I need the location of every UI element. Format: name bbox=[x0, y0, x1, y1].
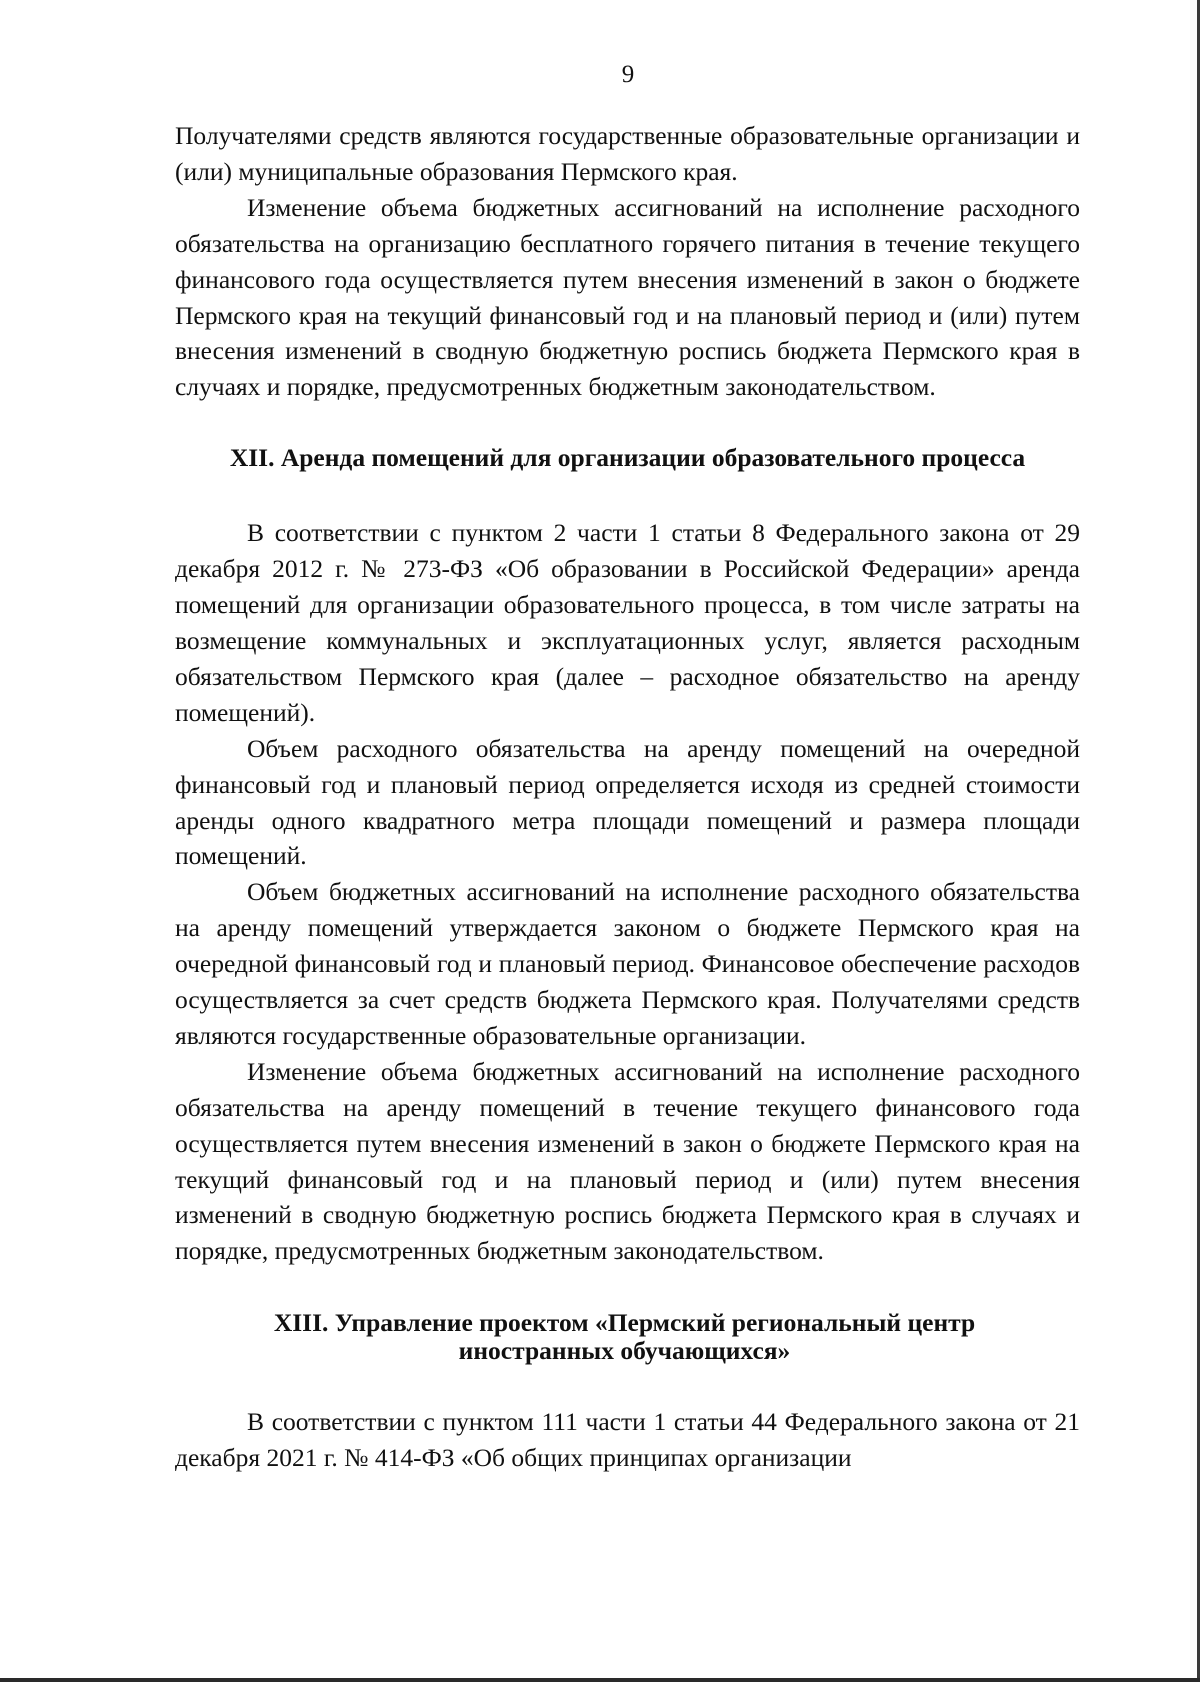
scan-edge-bottom bbox=[0, 1678, 1200, 1682]
section-heading-xiii bbox=[175, 1309, 1080, 1365]
paragraph-foreign-students-legal-basis: В соответствии с пунктом 111 части 1 статьи 44 Федерального закона от 21 декабря 2021 г. № 414-ФЗ «Об общих принципах организации bbox=[175, 1407, 1080, 1473]
section-heading-xiii-line1: XIII. Управление проектом «Пермский региональный центр bbox=[273, 1308, 976, 1338]
paragraph-recipients: Получателями средств являются государственные образовательные организации и (или) муниципальные образования Пермского края. bbox=[175, 121, 1080, 186]
document-body bbox=[175, 118, 1080, 1476]
section-heading-xiii-line2: иностранных обучающихся» bbox=[458, 1336, 791, 1366]
page-number: 9 bbox=[621, 61, 635, 88]
paragraph-meals-budget-change: Изменение объема бюджетных ассигнований на исполнение расходного обязательства на организацию бесплатного горячего питания в течение текущего финансового года осуществляется путем внесения изменений в закон о бюджете Пермского края на текущий финансовый год и на плановый период и (или) путем внесения изменений в сводную бюджетную роспись бюджета Пермского края в случаях и порядке, предусмотренных бюджетным законодательством. bbox=[175, 192, 1080, 402]
paragraph-rent-volume: Объем расходного обязательства на аренду помещений на очередной финансовый год и плановый период определяется исходя из средней стоимости аренды одного квадратного метра площади помещений и размера площади помещений. bbox=[175, 733, 1080, 871]
paragraph-rent-allocations: Объем бюджетных ассигнований на исполнение расходного обязательства на аренду помещений утверждается законом о бюджете Пермского края на очередной финансовый год и плановый период. Финансовое обеспечение расходов осуществляется за счет средств бюджета Пермского края. Получателями средств являются государственные образовательные организации. bbox=[175, 877, 1080, 1050]
section-heading-xii: XII. Аренда помещений для организации образовательного процесса bbox=[229, 443, 1026, 473]
paragraph-rent-legal-basis: В соответствии с пунктом 2 части 1 статьи 8 Федерального закона от 29 декабря 2012 г. № 273-ФЗ «Об образовании в Российской Федерации» аренда помещений для организации образовательного процесса, в том числе затраты на возмещение коммунальных и эксплуатационных услуг, является расходным обязательством Пермского края (далее – расходное обязательство на аренду помещений). bbox=[175, 518, 1080, 727]
paragraph-rent-budget-change: Изменение объема бюджетных ассигнований на исполнение расходного обязательства на аренду помещений в течение текущего финансового года осуществляется путем внесения изменений в закон о бюджете Пермского края на текущий финансовый год и на плановый период и (или) путем внесения изменений в сводную бюджетную роспись бюджета Пермского края в случаях и порядке, предусмотренных бюджетным законодательством. bbox=[175, 1056, 1080, 1266]
